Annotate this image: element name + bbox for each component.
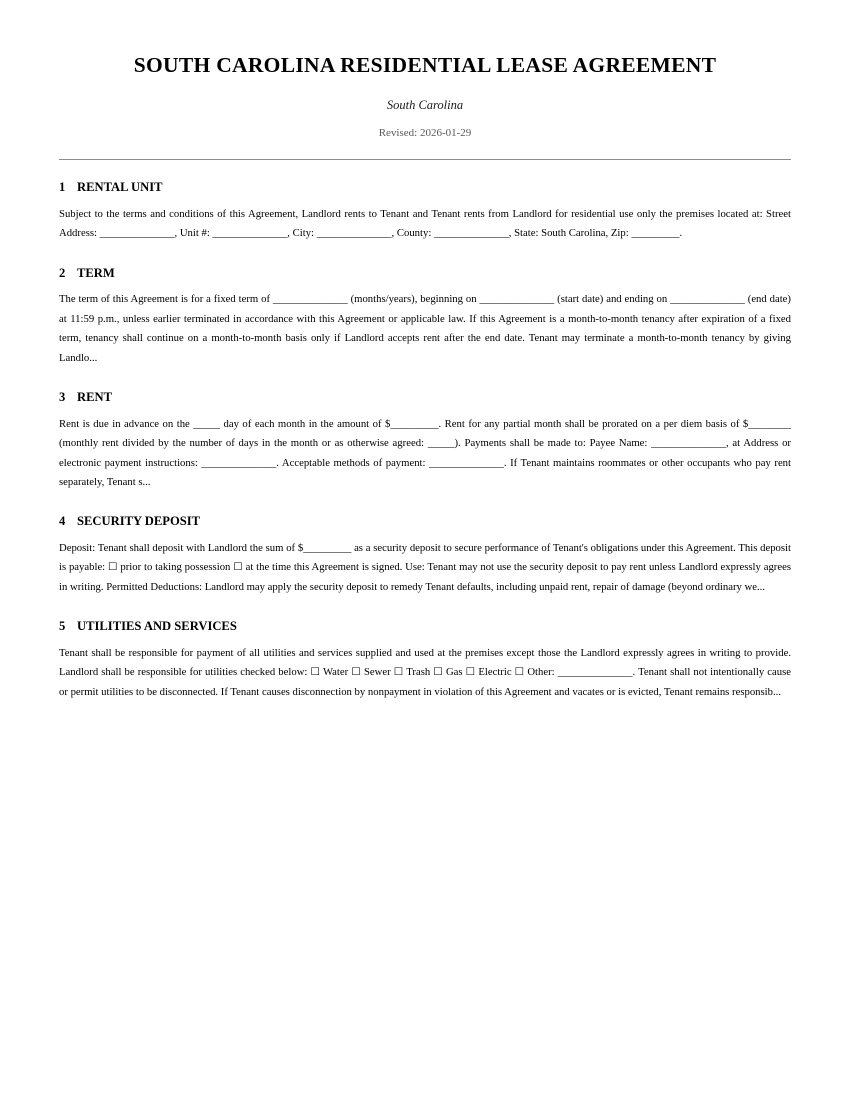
page-title: SOUTH CAROLINA RESIDENTIAL LEASE AGREEMENT [133, 53, 717, 77]
section-number: 1 [59, 180, 66, 195]
section-title: SECURITY DEPOSIT [77, 514, 201, 529]
section-rent [59, 368, 791, 492]
section-title: TERM [77, 265, 115, 280]
section-heading [59, 514, 791, 530]
section-heading [59, 180, 791, 196]
section-body-text: Subject to the terms and conditions of this Agreement, Landlord rents to Tenant and Tenant rents from Landlord for residential use only the premises located at: Street Address: ______________, Unit #: ______________, City: ______________, County: ______________, State: South Carolina, Zip: _________. [59, 207, 791, 240]
section-body-text: Rent is due in advance on the _____ day of each month in the amount of $_________. Rent for any partial month shall be prorated on a per diem basis of $________ (monthly rent divided by the number of days in the month or as otherwise agreed: _____). Payments shall be made to: Payee Name: ______________, at Address or electronic payment instructions: ______________. Acceptable methods of payment: ______________. If Tenant maintains roommates or other occupants who pay rent separately, Tenant s... [59, 417, 791, 488]
section-body-text: Deposit: Tenant shall deposit with Landlord the sum of $_________ as a security deposit to secure performance of Tenant's obligations under this Agreement. This deposit is payable: ☐ prior to taking possession ☐ at the time this Agreement is signed. Use: Tenant may not use the security deposit to pay rent unless Landlord expressly agrees in writing. Permitted Deductions: Landlord may apply the security deposit to remedy Tenant defaults, including unpaid rent, repair of damage (beyond ordinary we... [59, 542, 791, 593]
section-utilities-and-services [59, 597, 791, 702]
section-body-text: Tenant shall be responsible for payment of all utilities and services supplied and used at the premises except those the Landlord expressly agrees in writing to provide. Landlord shall be responsible for utilities checked below: ☐ Water ☐ Sewer ☐ Trash ☐ Gas ☐ Electric ☐ Other: ______________. Tenant shall not intentionally cause or permit utilities to be disconnected. If Tenant causes disconnection by nonpayment in violation of this Agreement and vacates or is evicted, Tenant remains responsib... [59, 647, 791, 698]
document-revised-date: Revised: 2026-01-29 [378, 126, 472, 139]
section-rental-unit [59, 160, 791, 244]
section-number: 4 [59, 514, 66, 529]
section-security-deposit [59, 492, 791, 597]
section-body-text: The term of this Agreement is for a fixed term of ______________ (months/years), beginning on ______________ (start date) and ending on ______________ (end date) at 11:59 p.m., unless earlier terminated in accordance with this Agreement or applicable law. If this Agreement is a month-to-month tenancy after expiration of a fixed term, tenancy shall continue on a month-to-month basis only if Landlord accepts rent after the end date. Tenant may terminate a month-to-month tenancy by giving Landlo... [59, 293, 791, 364]
section-term [59, 244, 791, 368]
section-number: 2 [59, 265, 66, 280]
section-title: UTILITIES AND SERVICES [77, 619, 237, 634]
section-number: 3 [59, 389, 66, 404]
document-subtitle-state: South Carolina [386, 97, 464, 112]
section-heading [59, 619, 791, 635]
section-title: RENT [77, 389, 112, 404]
section-title: RENTAL UNIT [77, 180, 163, 195]
section-heading [59, 266, 791, 282]
section-heading [59, 390, 791, 406]
section-number: 5 [59, 619, 66, 634]
